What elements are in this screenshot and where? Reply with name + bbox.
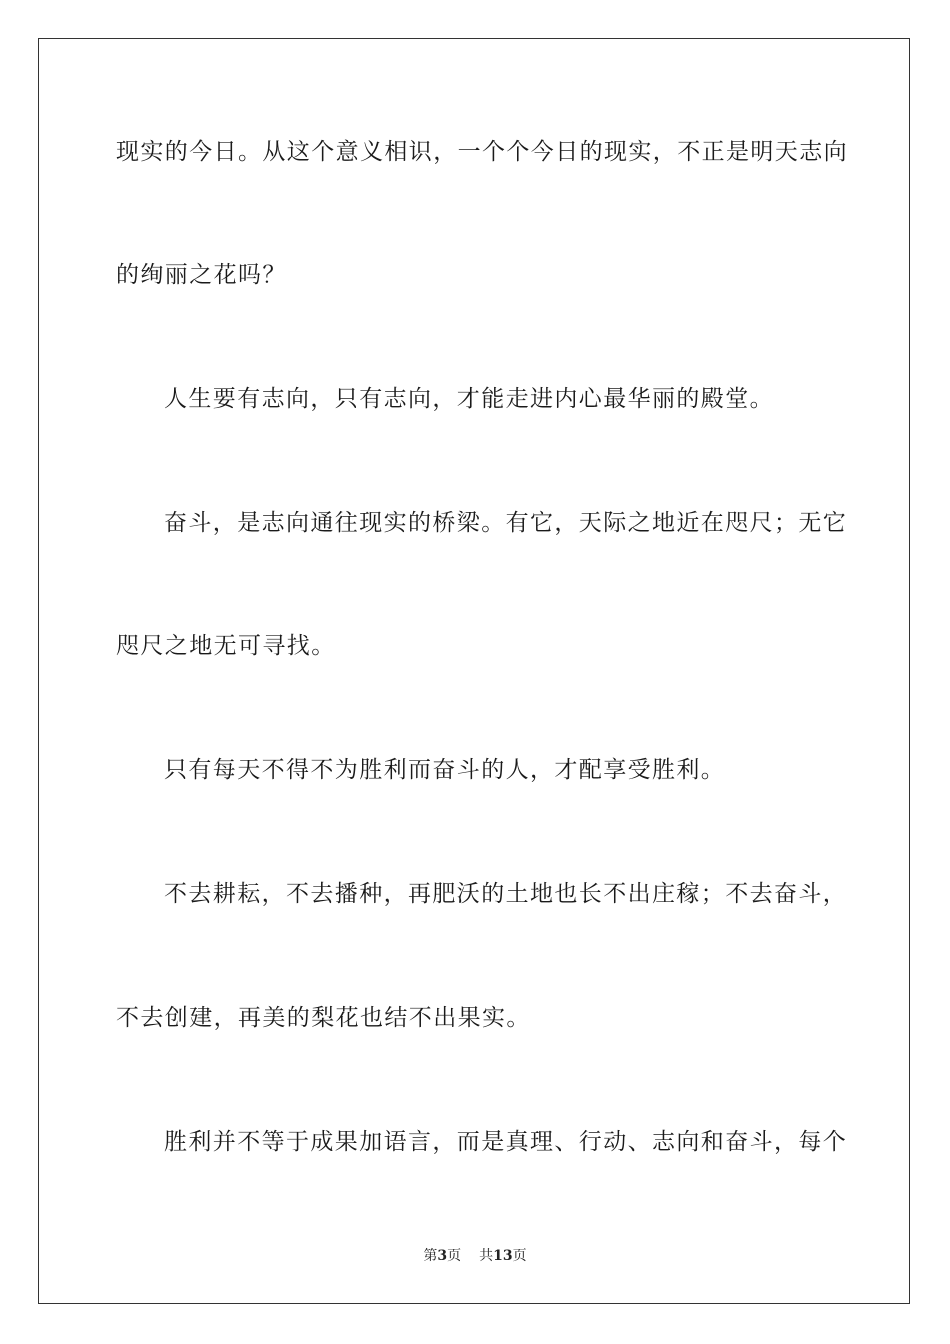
page-prefix: 第 — [423, 1248, 438, 1264]
paragraph-4-line-1: 只有每天不得不为胜利而奋斗的人，才配享受胜利。 — [164, 757, 726, 783]
paragraph-3-line-1: 奋斗，是志向通往现实的桥梁。有它，天际之地近在咫尺；无它 — [164, 510, 848, 536]
page-number: 3 — [437, 1248, 448, 1264]
paragraph-1-line-1: 现实的今日。从这个意义相识，一个个今日的现实，不正是明天志向 — [116, 139, 848, 165]
page-border — [38, 38, 910, 1304]
total-prefix: 共 — [479, 1248, 494, 1264]
paragraph-5-line-2: 不去创建，再美的梨花也结不出果实。 — [116, 1005, 531, 1031]
paragraph-5-line-1: 不去耕耘，不去播种，再肥沃的土地也长不出庄稼；不去奋斗， — [164, 881, 848, 907]
total-pages: 13 — [493, 1248, 513, 1264]
page-suffix: 页 — [447, 1248, 462, 1264]
paragraph-2-line-1: 人生要有志向，只有志向，才能走进内心最华丽的殿堂。 — [164, 386, 774, 412]
paragraph-3-line-2: 咫尺之地无可寻找。 — [116, 633, 336, 659]
paragraph-6-line-1: 胜利并不等于成果加语言，而是真理、行动、志向和奋斗，每个 — [164, 1129, 848, 1155]
paragraph-1-line-2: 的绚丽之花吗？ — [116, 262, 287, 288]
page-footer — [0, 1247, 950, 1265]
total-suffix: 页 — [512, 1248, 527, 1264]
